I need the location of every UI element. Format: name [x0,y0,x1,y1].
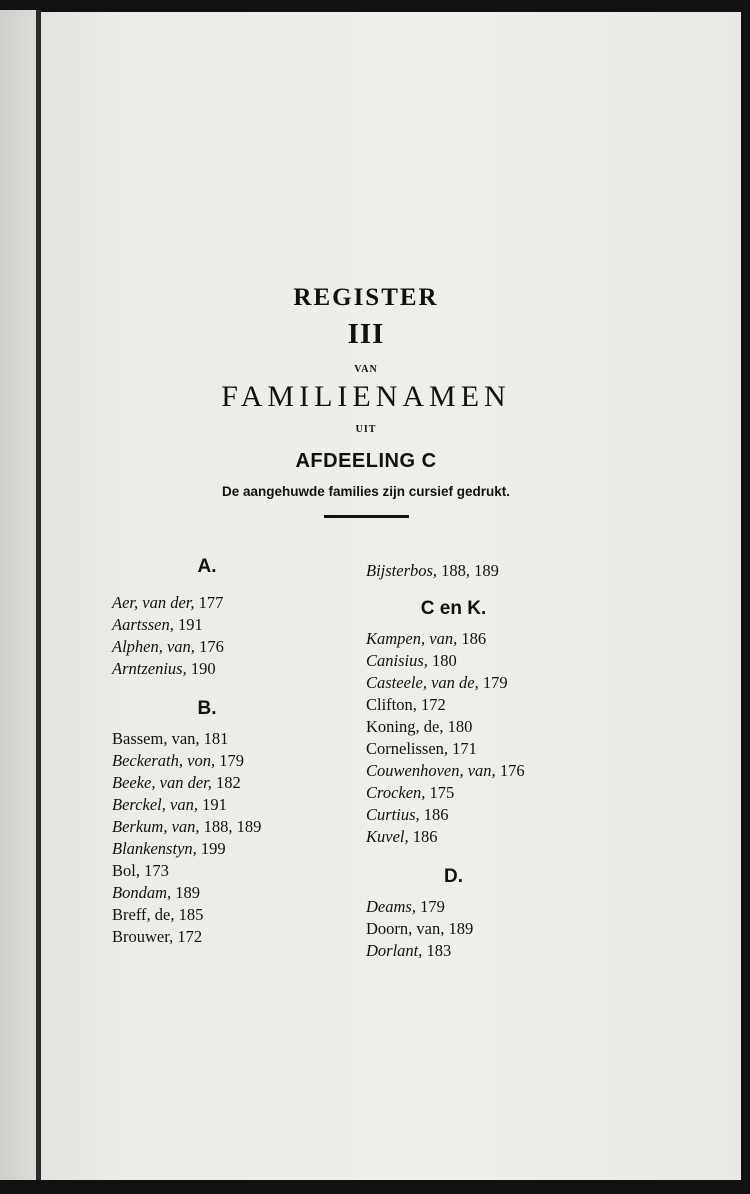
entry-pages: 172 [177,927,203,946]
entry-pages: 175 [429,783,455,802]
index-entry [366,940,646,962]
entry-pages: 180 [447,717,473,736]
entry-name: Cornelissen, [366,739,449,758]
entry-pages: 191 [202,795,227,814]
entry-pages: 179 [219,751,244,770]
index-column-right [366,552,646,962]
index-entry [366,782,646,804]
index-entry [366,826,646,848]
previous-page-edge [0,10,36,1180]
index-entry [366,694,646,716]
entry-name: Brouwer, [112,927,174,946]
entry-name: Couwenhoven, van, [366,761,496,780]
section-letter: C en K. [420,598,487,619]
entry-name: Kuvel, [366,827,409,846]
index-entry [112,728,362,750]
heading-rule [324,515,409,518]
scan-frame-top [0,0,750,12]
section-letter: D. [444,866,463,887]
entry-name: Berkum, van, [112,817,200,836]
entry-name: Aer, van der, [112,593,195,612]
index-entry [112,772,362,794]
entry-name: Casteele, van de, [366,673,479,692]
entry-pages: 179 [482,673,508,692]
entry-pages: 179 [420,897,445,916]
register-heading: REGISTER [293,284,439,311]
entry-pages: 189 [448,919,474,938]
entry-pages: 176 [199,637,224,656]
entry-name: Bassem, van, [112,729,200,748]
entry-name: Alphen, van, [112,637,195,656]
index-entry [366,804,646,826]
scan-frame-bottom [0,1180,750,1194]
entry-pages: 191 [178,615,203,634]
entry-pages: 183 [426,941,452,960]
entry-name: Beckerath, von, [112,751,216,770]
entry-pages: 199 [200,839,226,858]
section-letter: B. [197,698,217,719]
entry-pages: 176 [499,761,525,780]
index-entry [112,592,362,614]
entry-pages: 188, 189 [441,561,499,580]
entry-name: Beeke, van der, [112,773,212,792]
entry-name: Dorlant, [366,941,423,960]
entry-pages: 188, 189 [203,817,262,836]
register-number: III [347,318,385,350]
entry-pages: 189 [175,883,200,902]
section-letter: A. [197,556,217,577]
entry-name: Deams, [366,897,416,916]
entry-name: Aartssen, [112,615,174,634]
entry-pages: 186 [423,805,449,824]
familienamen-heading: FAMILIENAMEN [221,380,511,413]
entry-name: Berckel, van, [112,795,198,814]
afdeeling-heading: AFDEELING C [295,450,437,472]
entry-pages: 173 [144,861,169,880]
index-entry [366,738,646,760]
italic-note: De aangehuwde families zijn cursief gedrukt. [221,484,511,499]
index-entry [112,926,362,948]
entry-name: Canisius, [366,651,428,670]
entry-name: Curtius, [366,805,420,824]
entry-pages: 182 [216,773,241,792]
index-entry [112,636,362,658]
document-page [41,12,741,1180]
index-column-left [112,552,362,948]
entry-name: Doorn, van, [366,919,445,938]
entry-name: Koning, de, [366,717,444,736]
index-entry [366,560,646,582]
entry-name: Bol, [112,861,140,880]
index-entry [112,816,362,838]
entry-name: Crocken, [366,783,426,802]
index-entry [366,716,646,738]
index-entry [112,750,362,772]
index-entry [112,904,362,926]
entry-pages: 186 [412,827,438,846]
index-entry [112,658,362,680]
uit-label: UIT [355,424,377,435]
index-entry [366,672,646,694]
entry-pages: 180 [432,651,457,670]
van-label: VAN [354,364,378,375]
entry-name: Breff, de, [112,905,175,924]
scan-frame-right [741,0,750,1194]
entry-pages: 186 [461,629,487,648]
entry-name: Arntzenius, [112,659,187,678]
index-entry [112,614,362,636]
index-entry [366,650,646,672]
entry-name: Bondam, [112,883,172,902]
entry-pages: 172 [421,695,446,714]
entry-pages: 190 [190,659,216,678]
index-entry [112,882,362,904]
index-entry [366,628,646,650]
entry-pages: 177 [198,593,224,612]
entry-name: Kampen, van, [366,629,458,648]
entry-name: Clifton, [366,695,417,714]
index-entry [112,860,362,882]
index-entry [366,896,646,918]
entry-pages: 171 [452,739,477,758]
index-entry [112,794,362,816]
entry-pages: 185 [178,905,204,924]
entry-pages: 181 [203,729,229,748]
index-entry [366,918,646,940]
index-entry [112,838,362,860]
entry-name: Blankenstyn, [112,839,197,858]
index-entry [366,760,646,782]
entry-name: Bijsterbos, [366,561,438,580]
